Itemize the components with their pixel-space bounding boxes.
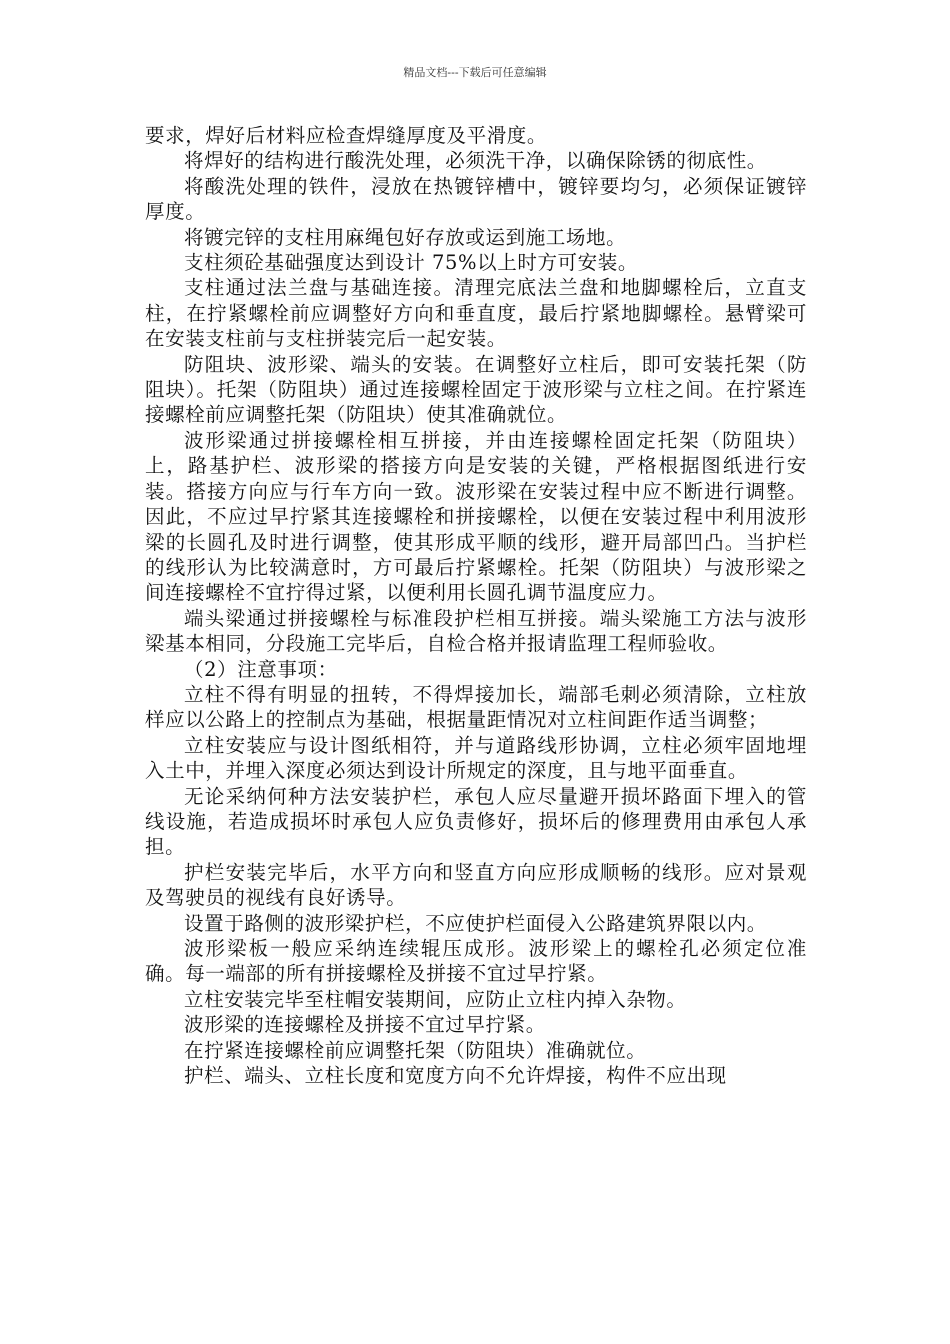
paragraph: 立柱安装完毕至柱帽安装期间，应防止立柱内掉入杂物。	[184, 987, 687, 1011]
paragraph: 将酸洗处理的铁件，浸放在热镀锌槽中，镀锌要均匀，必须保证镀锌厚度。	[145, 174, 807, 224]
paragraph: 波形梁板一般应采纳连续辊压成形。波形梁上的螺栓孔必须定位准确。每一端部的所有拼接螺栓及拼接不宜过早拧紧。	[145, 937, 807, 986]
paragraph: 波形梁通过拼接螺栓相互拼接，并由连接螺栓固定托架（防阻块）上，路基护栏、波形梁的搭接方向是安装的关键，严格根据图纸进行安装。搭接方向应与行车方向一致。波形梁在安装过程中应不断进行调整。因此，不应过早拧紧其连接螺栓和拼接螺栓，以便在安装过程中利用波形梁的长圆孔及时进行调整，使其形成平顺的线形，避开局部凹凸。当护栏的线形认为比较满意时，方可最后拧紧螺栓。托架（防阻块）与波形梁之间连接螺栓不宜拧得过紧，以便利用长圆孔调节温度应力。	[145, 428, 807, 605]
page-header: 精品文档---下载后可任意编辑	[403, 66, 547, 79]
paragraph: 立柱安装应与设计图纸相符，并与道路线形协调，立柱必须牢固地埋入土中，并埋入深度必须达到设计所规定的深度，且与地平面垂直。	[145, 733, 807, 783]
paragraph: 设置于路侧的波形梁护栏，不应使护栏面侵入公路建筑界限以内。	[184, 911, 767, 935]
paragraph: 立柱不得有明显的扭转，不得焊接加长，端部毛刺必须清除，立柱放样应以公路上的控制点为基础，根据量距情况对立柱间距作适当调整；	[145, 682, 807, 732]
paragraph: 将焊好的结构进行酸洗处理，必须洗干净，以确保除锈的彻底性。	[184, 149, 767, 173]
paragraph: 将镀完锌的支柱用麻绳包好存放或运到施工场地。	[184, 225, 627, 249]
paragraph: 在拧紧连接螺栓前应调整托架（防阻块）准确就位。	[184, 1038, 647, 1062]
paragraph: 护栏安装完毕后，水平方向和竖直方向应形成顺畅的线形。应对景观及驾驶员的视线有良好诱导。	[145, 860, 807, 910]
paragraph: 端头梁通过拼接螺栓与标准段护栏相互拼接。端头梁施工方法与波形梁基本相同，分段施工完毕后，自检合格并报请监理工程师验收。	[145, 606, 807, 656]
paragraph: 波形梁的连接螺栓及拼接不宜过早拧紧。	[184, 1013, 546, 1037]
paragraph: 防阻块、波形梁、端头的安装。在调整好立柱后，即可安装托架（防阻块）。托架（防阻块）通过连接螺栓固定于波形梁与立柱之间。在拧紧连接螺栓前应调整托架（防阻块）使其准确就位。	[145, 352, 807, 427]
paragraph: 无论采纳何种方法安装护栏，承包人应尽量避开损坏路面下埋入的管线设施，若造成损坏时承包人应负责修好，损坏后的修理费用由承包人承担。	[145, 784, 807, 859]
paragraph: 支柱须砼基础强度达到设计 75%以上时方可安装。	[184, 251, 638, 275]
paragraph: 要求，焊好后材料应检查焊缝厚度及平滑度。	[145, 124, 548, 147]
paragraph: 护栏、端头、立柱长度和宽度方向不允许焊接，构件不应出现	[184, 1064, 727, 1088]
document-body	[145, 123, 807, 1088]
section-heading: （2）注意事项：	[184, 657, 338, 681]
paragraph: 支柱通过法兰盘与基础连接。清理完底法兰盘和地脚螺栓后，立直支柱，在拧紧螺栓前应调整好方向和垂直度，最后拧紧地脚螺栓。悬臂梁可在安装支柱前与支柱拼装完后一起安装。	[145, 276, 807, 351]
